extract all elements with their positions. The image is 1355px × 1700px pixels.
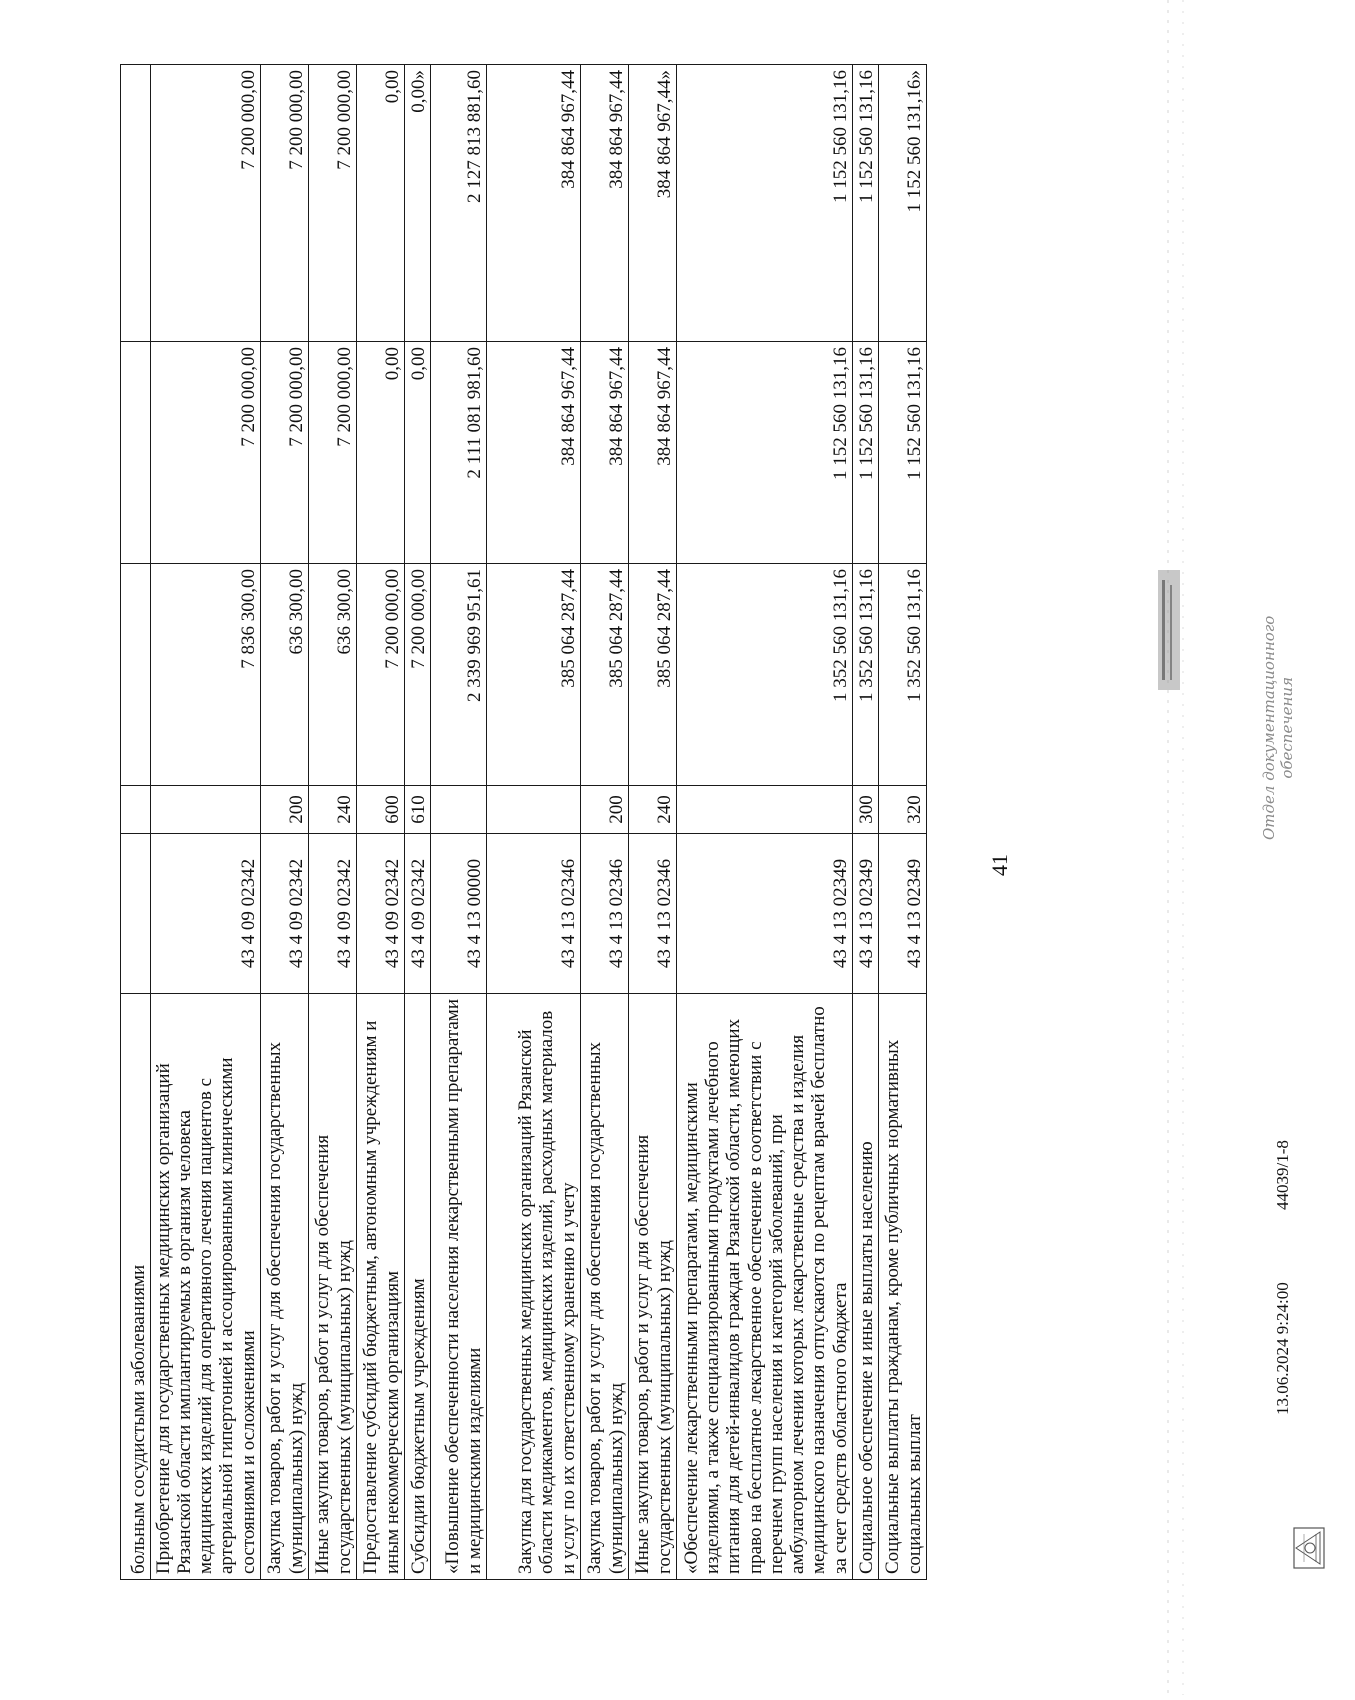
- row-target-code: 43 4 13 02346: [487, 834, 581, 994]
- table-row: [677, 65, 853, 1580]
- row-sum-year2: 0,00: [357, 342, 405, 564]
- row-target-code: 43 4 09 02342: [151, 834, 261, 994]
- row-name: «Повышение обеспеченности населения лекарственными препаратами и медицинскими изделиями: [431, 994, 487, 1580]
- row-sum-year2: 1 152 560 131,16: [853, 342, 879, 564]
- row-sum-year3: 384 864 967,44»: [629, 65, 677, 342]
- row-sum-year2: 7 200 000,00: [151, 342, 261, 564]
- row-name: Социальные выплаты гражданам, кроме публичных нормативных социальных выплат: [879, 994, 927, 1580]
- row-sum-year1: 7 200 000,00: [405, 564, 431, 786]
- row-target-code: 43 4 13 02349: [879, 834, 927, 994]
- table-row: [581, 65, 629, 1580]
- row-sum-year2: [121, 342, 151, 564]
- row-sum-year1: 2 339 969 951,61: [431, 564, 487, 786]
- row-sum-year2: 1 152 560 131,16: [677, 342, 853, 564]
- row-name: Субсидии бюджетным учреждениям: [405, 994, 431, 1580]
- row-expense-type: 200: [261, 786, 309, 834]
- row-sum-year3: [121, 65, 151, 342]
- document-date: 13.06.2024 9:24:00: [1273, 1282, 1292, 1415]
- row-name: Иные закупки товаров, работ и услуг для обеспечения государственных (муниципальных) нужд: [309, 994, 357, 1580]
- stamp-line: Отдел документационного: [1260, 615, 1278, 840]
- row-sum-year2: 0,00: [405, 342, 431, 564]
- table-row: [357, 65, 405, 1580]
- row-sum-year3: 0,00: [357, 65, 405, 342]
- table-row: [151, 65, 261, 1580]
- stamp-line: обеспечения: [1278, 676, 1296, 779]
- row-target-code: 43 4 13 02349: [677, 834, 853, 994]
- row-target-code: 43 4 09 02342: [357, 834, 405, 994]
- row-sum-year2: 1 152 560 131,16: [879, 342, 927, 564]
- row-sum-year3: 7 200 000,00: [309, 65, 357, 342]
- row-expense-type: 240: [629, 786, 677, 834]
- row-name: Предоставление субсидий бюджетным, автономным учреждениям и иным некоммерческим организациям: [357, 994, 405, 1580]
- row-name: «Обеспечение лекарственными препаратами, медицинскими изделиями, а также специализированными продуктами лечебного питания для детей-инвалидов граждан Рязанской области, имеющих право на бесплатное лекарственное обеспечение в соответствии с перечнем групп населения и категорий заболеваний, при амбулаторном лечении которых лекарственные средства и изделия медицинского назначения отпускаются по рецептам врачей бесплатно за счет средств областного бюджета: [677, 994, 853, 1580]
- page-number: 41: [987, 854, 1012, 876]
- row-sum-year3: 7 200 000,00: [261, 65, 309, 342]
- row-target-code: 43 4 13 02346: [629, 834, 677, 994]
- row-sum-year1: [121, 564, 151, 786]
- row-target-code: 43 4 09 02342: [405, 834, 431, 994]
- row-target-code: 43 4 13 02346: [581, 834, 629, 994]
- row-sum-year1: 7 836 300,00: [151, 564, 261, 786]
- row-sum-year3: 7 200 000,00: [151, 65, 261, 342]
- row-sum-year2: 384 864 967,44: [487, 342, 581, 564]
- row-expense-type: [431, 786, 487, 834]
- row-name: Закупка для государственных медицинских организаций Рязанской области медикаментов, медицинских изделий, расходных материалов и услуг по их ответственному хранению и учету: [487, 994, 581, 1580]
- row-name: Социальное обеспечение и иные выплаты населению: [853, 994, 879, 1580]
- row-sum-year2: 7 200 000,00: [309, 342, 357, 564]
- row-name: Закупка товаров, работ и услуг для обеспечения государственных (муниципальных) нужд: [581, 994, 629, 1580]
- budget-table: [120, 64, 927, 1580]
- row-sum-year1: 1 352 560 131,16: [853, 564, 879, 786]
- row-target-code: 43 4 09 02342: [261, 834, 309, 994]
- row-sum-year1: 385 064 287,44: [487, 564, 581, 786]
- document-number: 44039/1-8: [1273, 1140, 1292, 1210]
- row-expense-type: 240: [309, 786, 357, 834]
- row-sum-year1: 385 064 287,44: [581, 564, 629, 786]
- row-sum-year3: 1 152 560 131,16: [677, 65, 853, 342]
- row-expense-type: [677, 786, 853, 834]
- table-row: [121, 65, 151, 1580]
- table-row: [431, 65, 487, 1580]
- table-row: [405, 65, 431, 1580]
- row-name: Иные закупки товаров, работ и услуг для обеспечения государственных (муниципальных) нужд: [629, 994, 677, 1580]
- row-sum-year3: 1 152 560 131,16»: [879, 65, 927, 342]
- table-row: [879, 65, 927, 1580]
- row-sum-year2: 2 111 081 981,60: [431, 342, 487, 564]
- page-footer: [1205, 65, 1355, 1580]
- table-row: [629, 65, 677, 1580]
- row-expense-type: [487, 786, 581, 834]
- row-sum-year1: 1 352 560 131,16: [879, 564, 927, 786]
- row-sum-year3: 1 152 560 131,16: [853, 65, 879, 342]
- row-sum-year1: 1 352 560 131,16: [677, 564, 853, 786]
- row-expense-type: 600: [357, 786, 405, 834]
- row-target-code: [121, 834, 151, 994]
- row-target-code: 43 4 13 02349: [853, 834, 879, 994]
- row-sum-year1: 636 300,00: [309, 564, 357, 786]
- table-row: [487, 65, 581, 1580]
- row-expense-type: 320: [879, 786, 927, 834]
- row-sum-year1: 636 300,00: [261, 564, 309, 786]
- row-sum-year2: 384 864 967,44: [581, 342, 629, 564]
- row-name: больным сосудистыми заболеваниями: [121, 994, 151, 1580]
- ryazan-coat-of-arms-icon: [1290, 1526, 1331, 1570]
- row-sum-year3: 384 864 967,44: [581, 65, 629, 342]
- row-expense-type: [151, 786, 261, 834]
- scan-edge-artifact: [1150, 0, 1200, 1695]
- row-expense-type: 610: [405, 786, 431, 834]
- department-stamp: [1260, 616, 1296, 840]
- row-expense-type: 200: [581, 786, 629, 834]
- row-sum-year3: 0,00»: [405, 65, 431, 342]
- table-row: [261, 65, 309, 1580]
- row-name: Закупка товаров, работ и услуг для обеспечения государственных (муниципальных) нужд: [261, 994, 309, 1580]
- row-sum-year3: 2 127 813 881,60: [431, 65, 487, 342]
- row-sum-year1: 7 200 000,00: [357, 564, 405, 786]
- row-name: Приобретение для государственных медицинских организаций Рязанской области имплантируемых в организм человека медицинских изделий для оперативного лечения пациентов с артериальной гипертонией и ассоциированными клиническими состояниями и осложнениями: [151, 994, 261, 1580]
- row-sum-year2: 7 200 000,00: [261, 342, 309, 564]
- row-sum-year2: 384 864 967,44: [629, 342, 677, 564]
- row-sum-year1: 385 064 287,44: [629, 564, 677, 786]
- rotated-page-content: [120, 65, 1296, 1580]
- table-row: [309, 65, 357, 1580]
- row-sum-year3: 384 864 967,44: [487, 65, 581, 342]
- row-target-code: 43 4 09 02342: [309, 834, 357, 994]
- row-expense-type: 300: [853, 786, 879, 834]
- table-row: [853, 65, 879, 1580]
- row-target-code: 43 4 13 00000: [431, 834, 487, 994]
- row-expense-type: [121, 786, 151, 834]
